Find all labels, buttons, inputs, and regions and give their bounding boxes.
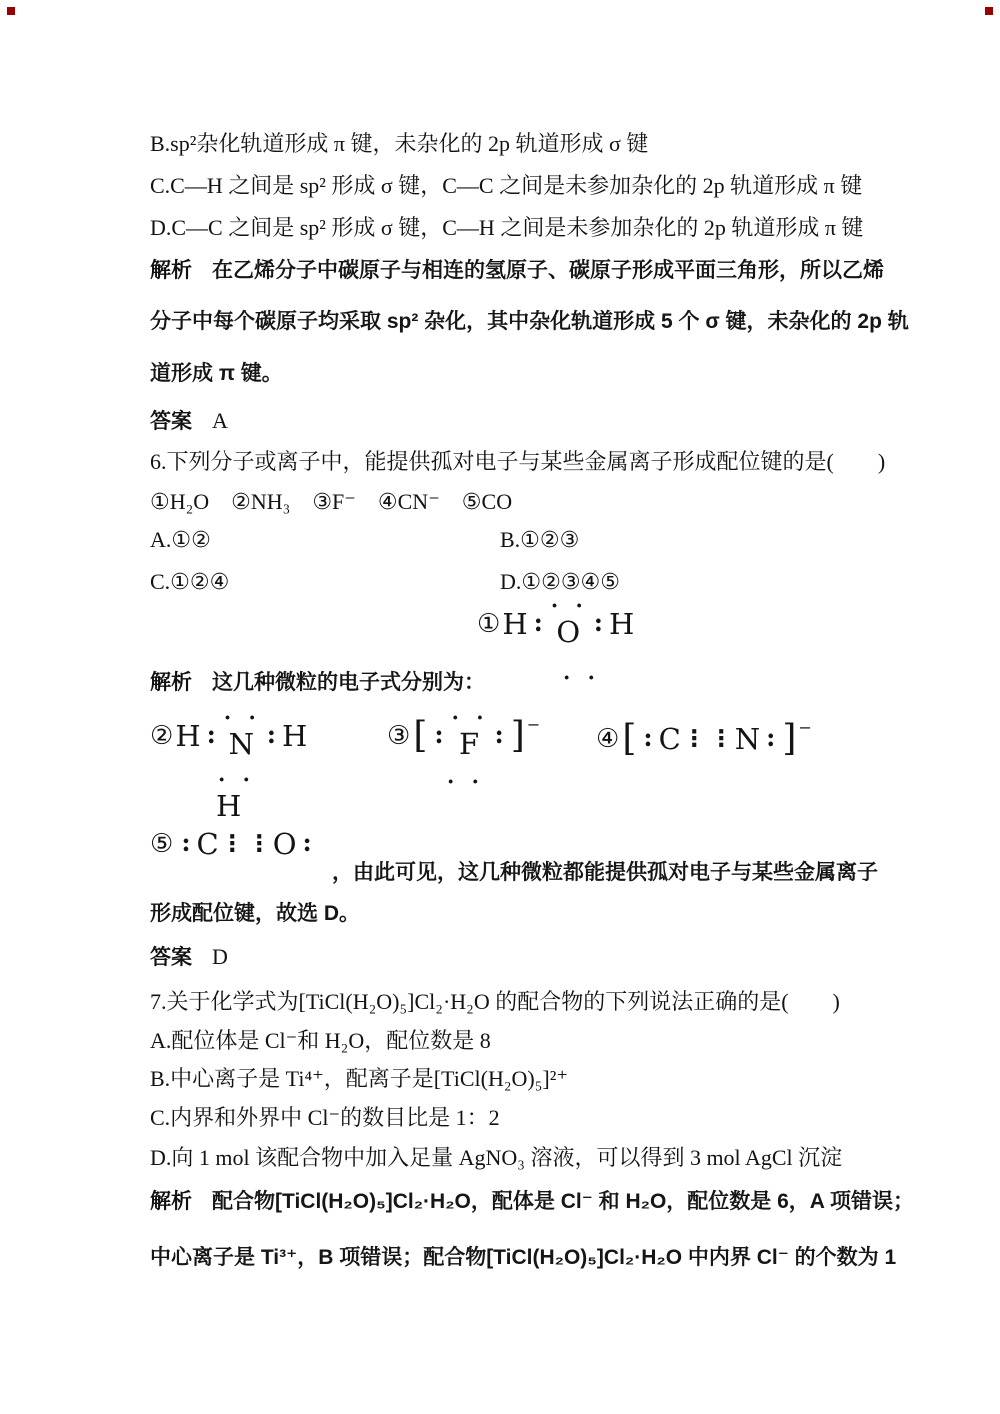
lewis5-triplebond-dots2: ⋮ [247, 831, 271, 857]
lewis2-nitrogen: N [228, 727, 254, 761]
lewis3-dots-right: : [494, 719, 504, 749]
q6-option-c: C.①②④ [150, 569, 230, 594]
q5-option-c: C.C—H 之间是 sp² 形成 σ 键，C—C 之间是未参加杂化的 2p 轨道形成 π 键 [150, 173, 863, 198]
q7-option-b: B.中心离子是 Ti⁴⁺，配离子是[TiCl(H₂O)₅]²⁺ [150, 1066, 568, 1091]
q6-analysis-intro-row [150, 666, 485, 696]
lewis-structure-fluoride [387, 705, 541, 794]
lewis5-oxygen: O [272, 827, 297, 861]
q6-option-b: B.①②③ [500, 527, 580, 552]
lewis4-number: ④ [596, 724, 620, 754]
q5-option-d: D.C—C 之间是 sp² 形成 σ 键，C—H 之间是未参加杂化的 2p 轨道形成 π 键 [150, 215, 864, 240]
lewis4-bracket-left: [ [622, 718, 637, 759]
lewis5-carbon: C [196, 827, 219, 861]
lewis1-lonepair-bottom: · · [563, 665, 600, 690]
q5-answer-value: A [212, 408, 228, 433]
lewis2-bond-right: : [266, 719, 277, 749]
corner-marker-left [7, 7, 15, 15]
lewis3-dots-left: : [434, 719, 444, 749]
q6-analysis-after-lewis: ，由此可见，这几种微粒都能提供孤对电子与某些金属离子 [332, 861, 878, 884]
q7-analysis-line1-row [150, 1185, 914, 1215]
lewis2-h-left: H [175, 719, 201, 753]
lewis3-bracket-left: [ [413, 715, 428, 756]
lewis5-number: ⑤ [150, 829, 174, 859]
lewis-structure-water [477, 593, 635, 690]
lewis2-number: ② [150, 721, 174, 751]
corner-marker-right [985, 7, 993, 15]
q6-stem: 6.下列分子或离子中，能提供孤对电子与某些金属离子形成配位键的是( ) [150, 449, 886, 474]
lewis2-lonepair-top: · · [223, 705, 261, 730]
lewis1-h-left: H [502, 607, 528, 641]
q6-answer-value: D [212, 944, 228, 969]
q5-analysis-text1: 在乙烯分子中碳原子与相连的氢原子、碳原子形成平面三角形，所以乙烯 [212, 259, 884, 282]
lewis2-h-below: H [216, 789, 242, 823]
lewis4-triplebond-dots1: ⋮ [682, 726, 706, 752]
lewis4-dots-right: : [766, 722, 776, 752]
lewis4-carbon: C [658, 722, 681, 756]
q7-stem: 7.关于化学式为[TiCl(H₂O)₅]Cl₂·H₂O 的配合物的下列说法正确的是( ) [150, 989, 840, 1014]
q6-items: ①H₂O ②NH₃ ③F⁻ ④CN⁻ ⑤CO [150, 489, 513, 514]
q6-option-a: A.①② [150, 527, 211, 552]
lewis1-bond-left: : [533, 607, 543, 637]
lewis-structure-ammonia [150, 705, 308, 823]
lewis3-charge: − [526, 714, 541, 734]
lewis4-bracket-right: ] [782, 718, 797, 759]
lewis1-number: ① [477, 609, 501, 639]
lewis3-number: ③ [387, 721, 411, 751]
lewis3-lonepair-bottom: · · [447, 769, 484, 794]
lewis4-dots-left: : [643, 722, 653, 752]
lewis5-dots-right: : [302, 827, 312, 857]
lewis5-dots-left: : [181, 827, 191, 857]
lewis1-bond-right: : [593, 607, 604, 637]
lewis2-h-right: H [282, 719, 308, 753]
q5-answer-label: 答案 [150, 410, 192, 433]
q6-option-d: D.①②③④⑤ [500, 569, 621, 594]
q5-analysis-line1 [150, 254, 884, 284]
q7-analysis-label: 解析 [150, 1190, 192, 1213]
lewis4-nitrogen: N [734, 722, 761, 756]
q6-answer-label: 答案 [150, 946, 192, 969]
q6-answer-row [150, 941, 228, 971]
lewis-structure-cyanide [596, 717, 812, 759]
lewis1-lonepair-top: · · [550, 593, 588, 618]
q5-analysis-line3: 道形成 π 键。 [150, 362, 283, 385]
q6-analysis-line2: 形成配位键，故选 D。 [150, 902, 360, 925]
q5-analysis-label: 解析 [150, 259, 192, 282]
lewis4-triplebond-dots2: ⋮ [709, 726, 733, 752]
q7-option-c: C.内界和外界中 Cl⁻的数目比是 1：2 [150, 1105, 500, 1130]
lewis5-triplebond-dots1: ⋮ [220, 831, 244, 857]
lewis1-h-right: H [609, 607, 635, 641]
q5-option-b: B.sp²杂化轨道形成 π 键，未杂化的 2p 轨道形成 σ 键 [150, 131, 649, 156]
q7-analysis-text1: 配合物[TiCl(H₂O)₅]Cl₂·H₂O，配体是 Cl⁻ 和 H₂O，配位数是 6，A 项错误； [212, 1190, 915, 1213]
q7-option-d: D.向 1 mol 该配合物中加入足量 AgNO₃ 溶液，可以得到 3 mol AgCl 沉淀 [150, 1145, 843, 1170]
lewis3-lonepair-top: · · [451, 705, 489, 730]
lewis4-charge: − [798, 717, 812, 737]
lewis1-oxygen: O [556, 615, 581, 649]
q5-answer-row [150, 405, 228, 435]
q7-option-a: A.配位体是 Cl⁻和 H₂O，配位数是 8 [150, 1028, 491, 1053]
q7-analysis-line2: 中心离子是 Ti³⁺，B 项错误；配合物[TiCl(H₂O)₅]Cl₂·H₂O 中内界 Cl⁻ 的个数为 1 [150, 1246, 897, 1269]
lewis2-lonepair-bottom: · · [218, 767, 255, 792]
q6-analysis-label: 解析 [150, 671, 192, 694]
lewis2-bond-left: : [206, 719, 216, 749]
lewis3-bracket-right: ] [510, 715, 525, 756]
q5-analysis-line2: 分子中每个碳原子均采取 sp² 杂化，其中杂化轨道形成 5 个 σ 键，未杂化的 2p 轨 [150, 310, 909, 333]
lewis3-fluorine: F [459, 727, 480, 761]
q6-analysis-intro: 这几种微粒的电子式分别为： [212, 671, 485, 694]
lewis-structure-co [150, 828, 318, 860]
